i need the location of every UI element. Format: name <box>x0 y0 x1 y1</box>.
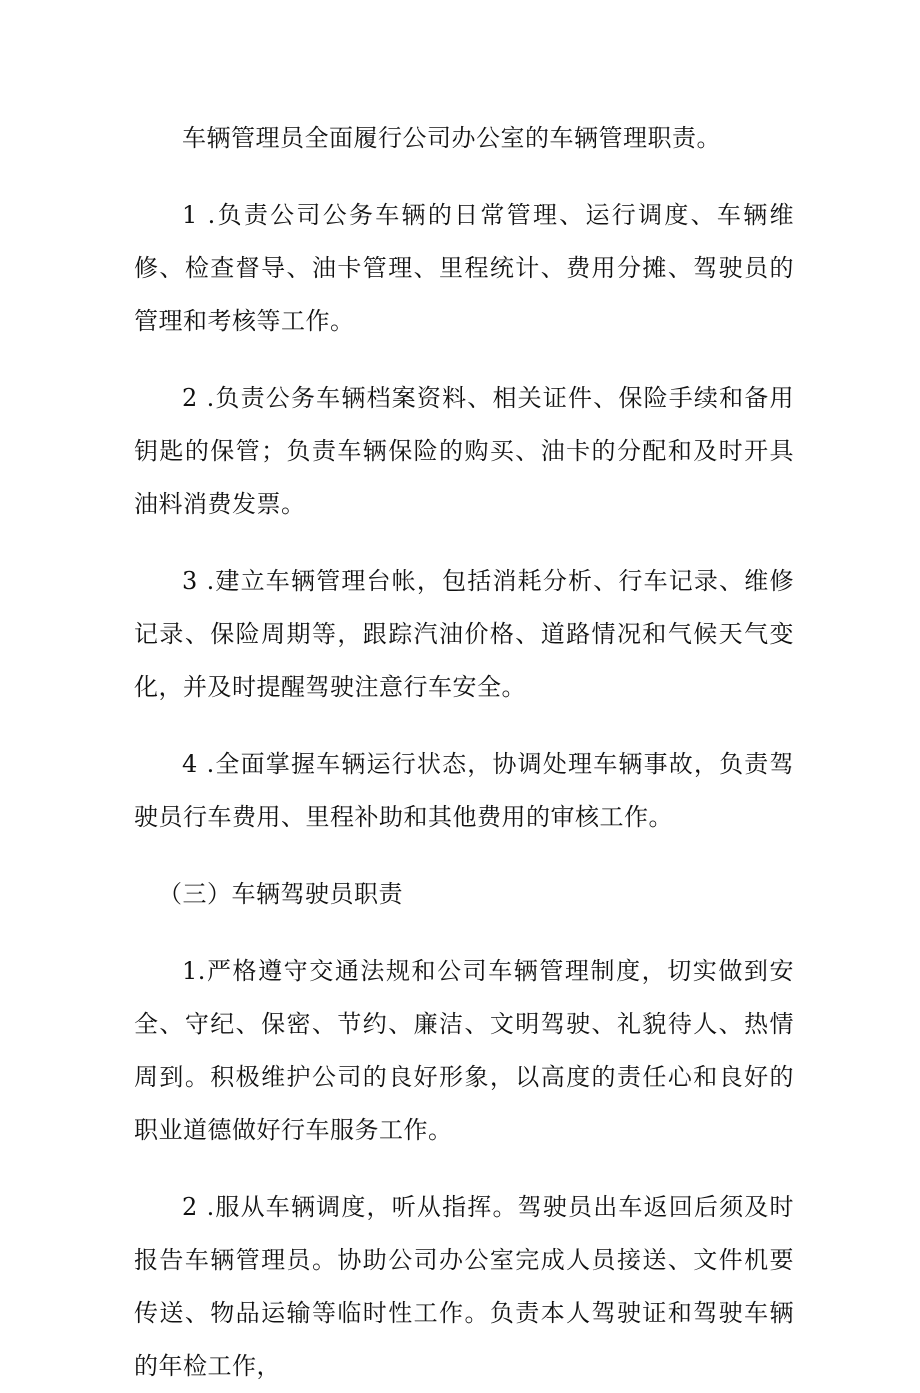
paragraph-item-3: 3 .建立车辆管理台帐，包括消耗分析、行车记录、维修记录、保险周期等，跟踪汽油价格、道路情况和气候天气变化，并及时提醒驾驶注意行车安全。 <box>134 567 794 701</box>
paragraph-driver-item-1: 1.严格遵守交通法规和公司车辆管理制度，切实做到安全、守纪、保密、节约、廉洁、文明驾驶、礼貌待人、热情周到。积极维护公司的良好形象，以高度的责任心和良好的职业道德做好行车服务工作。 <box>134 957 794 1144</box>
paragraph-intro: 车辆管理员全面履行公司办公室的车辆管理职责。 <box>182 124 721 152</box>
paragraph-item-1: 1 .负责公司公务车辆的日常管理、运行调度、车辆维修、检查督导、油卡管理、里程统计、费用分摊、驾驶员的管理和考核等工作。 <box>134 201 794 335</box>
section-heading: （三）车辆驾驶员职责 <box>158 880 403 908</box>
document-body <box>134 112 794 1393</box>
paragraph-item-4: 4 .全面掌握车辆运行状态，协调处理车辆事故，负责驾驶员行车费用、里程补助和其他费用的审核工作。 <box>134 750 794 831</box>
paragraph-item-2: 2 .负责公务车辆档案资料、相关证件、保险手续和备用钥匙的保管；负责车辆保险的购买、油卡的分配和及时开具油料消费发票。 <box>134 384 794 518</box>
paragraph-driver-item-2: 2 .服从车辆调度，听从指挥。驾驶员出车返回后须及时报告车辆管理员。协助公司办公室完成人员接送、文件机要传送、物品运输等临时性工作。负责本人驾驶证和驾驶车辆的年检工作， <box>134 1193 794 1380</box>
